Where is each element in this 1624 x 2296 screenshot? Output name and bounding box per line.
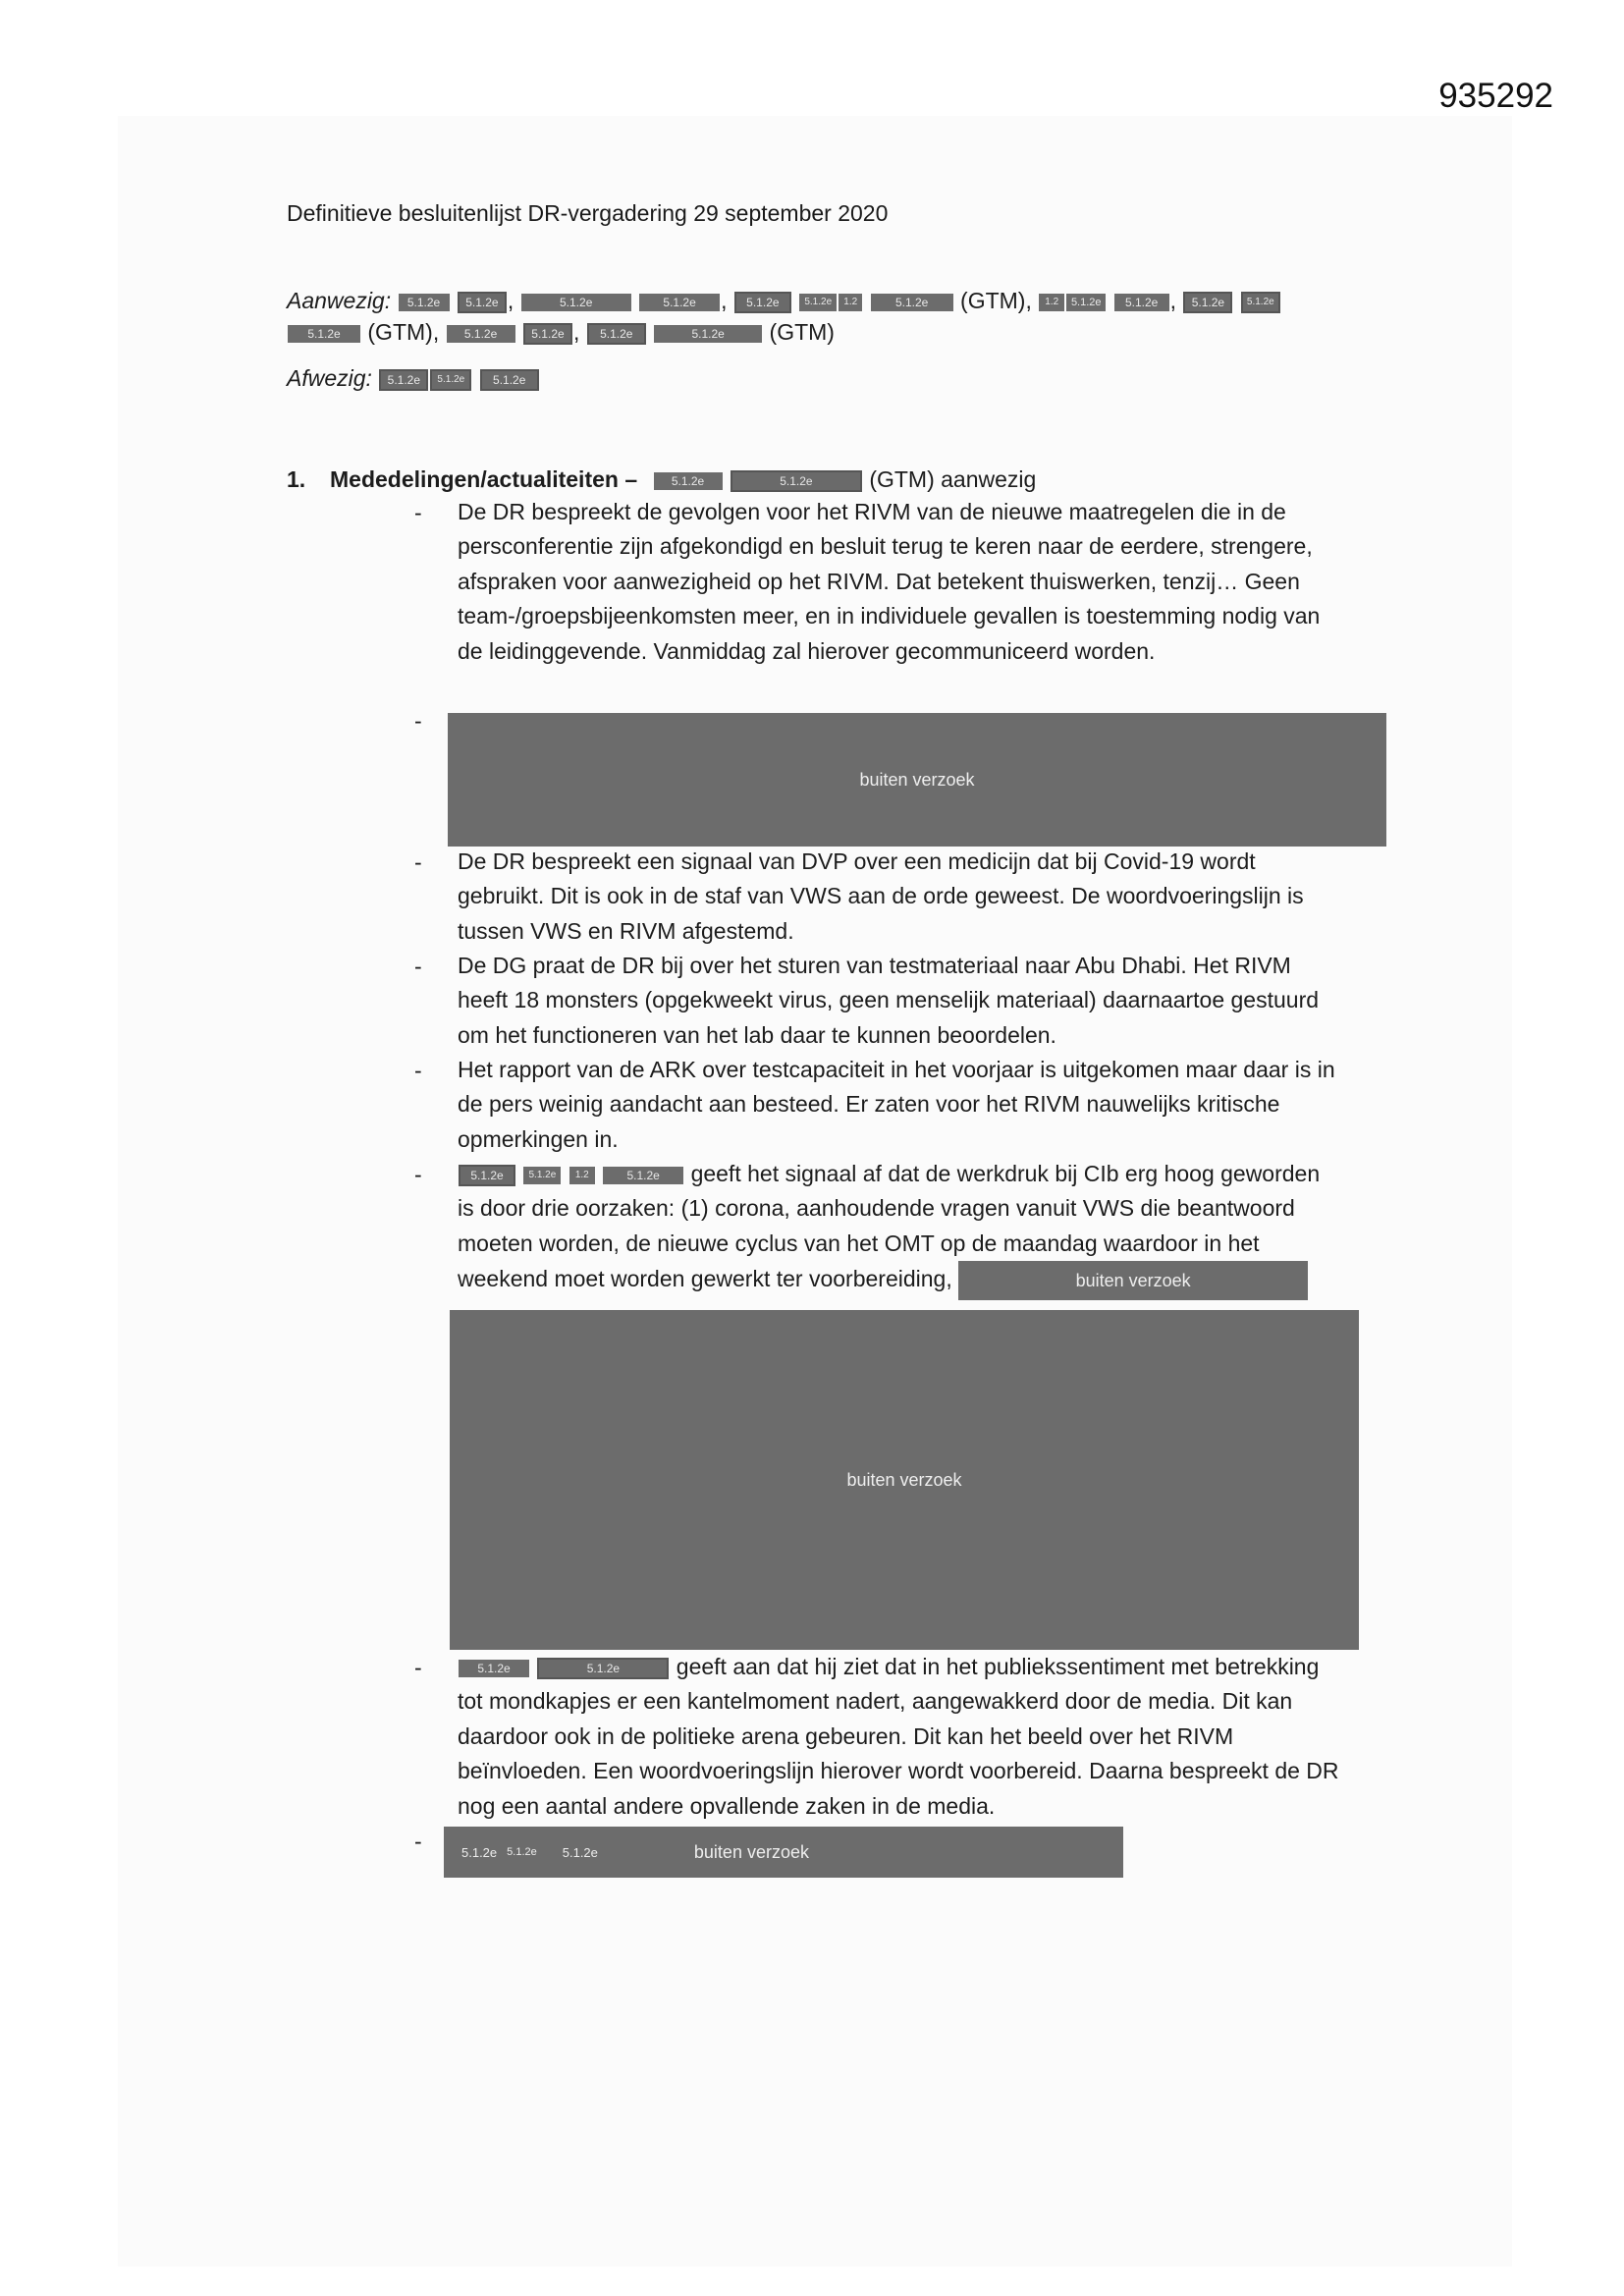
separator: ,	[1169, 288, 1177, 313]
section-title: Mededelingen/actualiteiten –	[330, 466, 638, 492]
bullet: -	[414, 1655, 422, 1680]
present-label: Aanwezig:	[287, 288, 392, 313]
redaction-mark: 5.1.2e	[461, 1844, 498, 1860]
bullet: -	[414, 1058, 422, 1083]
section-heading	[287, 465, 1036, 494]
gtm-label: (GTM)	[367, 319, 433, 345]
bullet: -	[414, 1162, 422, 1187]
redaction-mark: 5.1.2e	[871, 294, 953, 311]
gtm-label: (GTM)	[960, 288, 1026, 313]
list-item	[458, 1157, 1341, 1300]
list-item: De DG praat de DR bij over het sturen van testmateriaal naar Abu Dhabi. Het RIVM heeft 18 monsters (opgekweekt virus, geen menselijk materiaal) daarnaartoe gestuurd om het functioneren van het lab daar te kunnen beoordelen.	[458, 953, 1320, 1048]
bullet: -	[414, 954, 422, 979]
redaction-mark: 5.1.2e	[654, 472, 723, 490]
redaction-mark: 5.1.2e	[799, 294, 837, 311]
redaction-mark: 5.1.2e	[480, 369, 539, 391]
redaction-inline: buiten verzoek	[958, 1261, 1308, 1300]
redaction-mark: 5.1.2e	[1114, 294, 1169, 311]
redaction-mark: 5.1.2e	[399, 294, 450, 311]
redaction-mark: 5.1.2e	[731, 470, 862, 492]
list-item: Het rapport van de ARK over testcapaciteit in het voorjaar is uitgekomen maar daar is in de pers weinig aandacht aan besteed. Er zaten voor het RIVM nauwelijks kritische opmerkingen in.	[458, 1057, 1335, 1152]
redaction-mark: 5.1.2e	[587, 323, 646, 345]
document-title: Definitieve besluitenlijst DR-vergadering 29 september 2020	[287, 200, 889, 226]
absent-label: Afwezig:	[287, 365, 372, 391]
redaction-mark: 5.1.2e	[603, 1167, 683, 1184]
redaction-mark: 5.1.2e	[507, 1846, 537, 1858]
attendance-present	[287, 286, 1281, 316]
redaction-mark: 5.1.2e	[537, 1658, 669, 1679]
redaction-mark: 1.2	[839, 294, 862, 311]
redaction-mark: 5.1.2e	[458, 292, 507, 313]
redaction-mark: 5.1.2e	[639, 294, 720, 311]
redaction-mark: 1.2	[1039, 294, 1064, 311]
redaction-label: buiten verzoek	[846, 1469, 962, 1490]
bullet: -	[414, 849, 422, 875]
redaction-block	[448, 713, 1386, 847]
bullet: -	[414, 1829, 422, 1854]
redaction-mark: 5.1.2e	[447, 325, 515, 343]
redaction-label: buiten verzoek	[859, 769, 975, 790]
redaction-mark: 5.1.2e	[459, 1165, 515, 1186]
item-text: geeft aan dat hij ziet dat in het publiekssentiment met betrekking tot mondkapjes er een kantelmoment nadert, aangewakkerd door de media. Dit kan daardoor ook in de politieke arena gebeuren. Dit kan het beeld over het RIVM beïnvloeden. Een woordvoeringslijn hierover wordt voorbereid. Daarna bespreekt de DR nog een aantal andere opvallende zaken in de media.	[458, 1654, 1339, 1819]
redaction-mark: 5.1.2e	[1241, 292, 1280, 313]
bullet: -	[414, 500, 422, 525]
redaction-mark: 5.1.2e	[734, 292, 791, 313]
redaction-mark: 5.1.2e	[430, 369, 471, 391]
redaction-mark: 5.1.2e	[523, 1167, 561, 1184]
gtm-label: (GTM)	[769, 319, 835, 345]
redaction-mark: 5.1.2e	[1066, 294, 1106, 311]
separator: ,	[1025, 288, 1032, 313]
item-text: geeft het signaal af dat de werkdruk bij CIb erg hoog geworden is door drie oorzaken: (1) corona, aanhoudende vragen vanuit VWS die beantwoord moeten worden, de nieuwe cyclus van het OMT op de maandag waardoor in het weekend moet worden gewerkt ter voorbereiding,	[458, 1161, 1321, 1292]
redaction-mark: 5.1.2e	[521, 294, 631, 311]
redaction-mark: 5.1.2e	[288, 325, 360, 343]
redaction-mark: 5.1.2e	[654, 325, 762, 343]
list-item: De DR bespreekt de gevolgen voor het RIVM van de nieuwe maatregelen die in de persconferentie zijn afgekondigd en besluit terug te keren naar de eerdere, strengere, afspraken voor aanwezigheid op het RIVM. Dat betekent thuiswerken, tenzij… Geen team-/groepsbijeenkomsten meer, en in individuele gevallen is toestemming nodig van de leidinggevende. Vanmiddag zal hierover gecommuniceerd worden.	[458, 499, 1321, 664]
redaction-label: buiten verzoek	[693, 1841, 809, 1862]
section-suffix: (GTM) aanwezig	[869, 466, 1037, 492]
redaction-block	[450, 1310, 1359, 1650]
separator: ,	[572, 319, 580, 345]
attendance-absent	[287, 363, 540, 394]
separator: ,	[721, 288, 728, 313]
redaction-mark: 5.1.2e	[459, 1660, 529, 1677]
list-item	[458, 1650, 1341, 1824]
separator: ,	[507, 288, 514, 313]
separator: ,	[432, 319, 440, 345]
section-number: 1.	[287, 466, 306, 492]
attendance-present-continued	[287, 317, 835, 348]
redaction-mark: 5.1.2e	[1183, 292, 1232, 313]
redaction-mark: 5.1.2e	[523, 323, 572, 345]
document-number: 935292	[1438, 77, 1553, 115]
bullet: -	[414, 708, 422, 734]
redaction-mark: 5.1.2e	[379, 369, 428, 391]
redaction-mark: 5.1.2e	[562, 1844, 598, 1860]
list-item: De DR bespreekt een signaal van DVP over een medicijn dat bij Covid-19 wordt gebruikt. Dit is ook in de staf van VWS aan de orde geweest. De woordvoeringslijn is tussen VWS en RIVM afgestemd.	[458, 848, 1304, 944]
redaction-block	[444, 1827, 1123, 1878]
redaction-mark: 1.2	[569, 1167, 595, 1184]
